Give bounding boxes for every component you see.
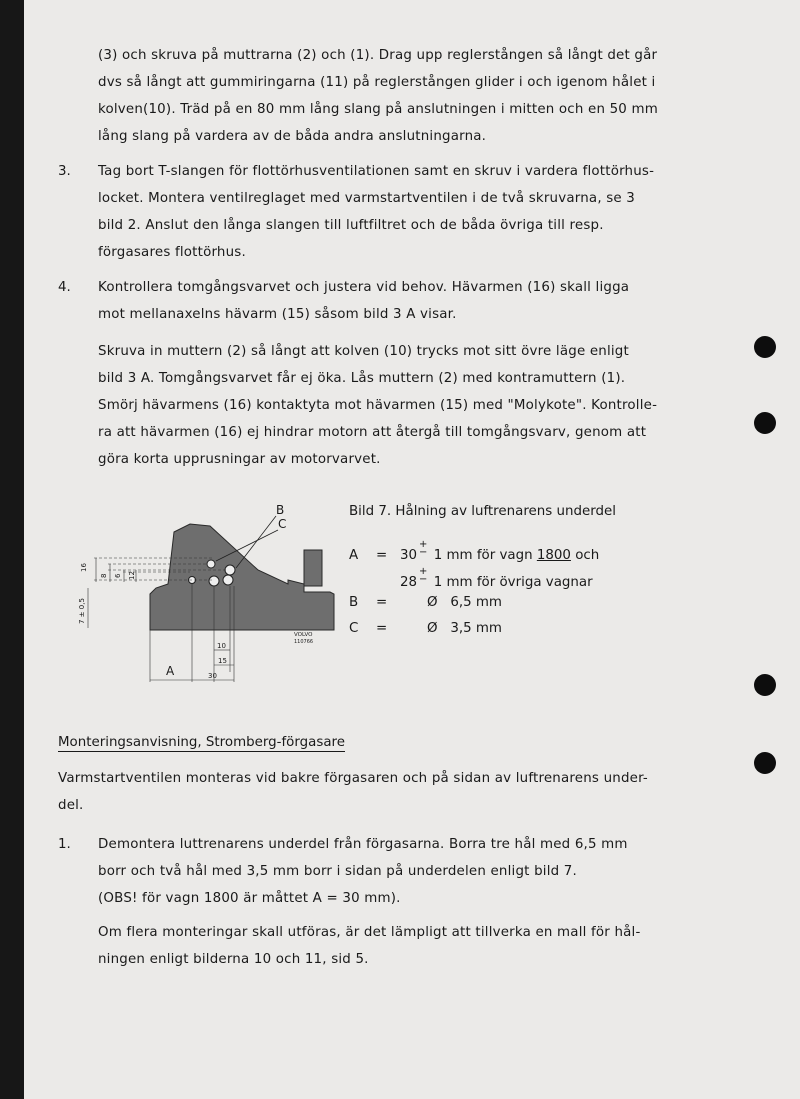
section-intro [58,765,648,819]
dim-label: 7 ± 0,5 [78,598,86,624]
section-step-1-extra [98,919,641,973]
section-step-1-text [98,831,628,912]
page-left-edge [0,0,24,1099]
spec-row [349,621,502,636]
stamp-text: VOLVO [294,632,313,638]
spec-underlined: 1800 [536,548,571,563]
text-line: Skruva in muttern (2) så långt att kolven (10) trycks mot sitt övre läge enligt [98,344,629,359]
spec-value: Ø [427,595,438,610]
part-boss [304,550,322,586]
spec-row [349,595,502,610]
label-b: B [276,503,285,517]
spec-key: C [349,621,359,636]
spec-row [349,541,599,563]
text-line: del. [58,798,84,813]
section-heading: Monteringsanvisning, Stromberg-förgasare [58,735,345,750]
step-number: 3. [58,164,71,179]
text-line: (3) och skruva på muttrarna (2) och (1). Drag upp reglerstången så långt det går [98,48,658,63]
text-line: förgasares flottörhus. [98,245,246,260]
text-line: Demontera luttrenarens underdel från förgasarna. Borra tre hål med 6,5 mm [98,837,628,852]
text-line: göra korta upprusningar av motorvarvet. [98,452,381,467]
hole-c [207,560,215,568]
text-line: (OBS! för vagn 1800 är måttet A = 30 mm). [98,891,401,906]
punch-hole [754,752,776,774]
text-line: Tag bort T-slangen för flottörhusventilationen samt en skruv i vardera flottörhus- [98,164,655,179]
step-3-text [98,158,654,266]
text-line: Kontrollera tomgångsvarvet och justera vid behov. Hävarmen (16) skall ligga [98,280,630,295]
spec-key: A [349,548,359,563]
hole-b [225,565,235,575]
punch-hole [754,336,776,358]
plus-minus-sign: + − [419,539,428,558]
spec-eq: = [376,621,388,636]
dim-label: 16 [80,563,88,572]
paragraph-continued [98,42,658,150]
hole-b [209,576,219,586]
punch-hole [754,412,776,434]
text-line: ra att hävarmen (16) ej hindrar motorn att återgå till tomgångsvarv, genom att [98,425,647,440]
text-line: bild 2. Anslut den långa slangen till luftfiltret och de båda övriga till resp. [98,218,604,233]
step-number: 4. [58,280,71,295]
spec-row [349,568,593,590]
spec-value: 30 [400,548,418,563]
spec-text: 1 mm för vagn [429,548,537,563]
text-line: mot mellanaxelns hävarm (15) såsom bild 3 A visar. [98,307,457,322]
dim-label: 10 [217,642,226,650]
text-line: dvs så långt att gummiringarna (11) på reglerstången glider i och igenom hålet i [98,75,656,90]
punch-hole [754,674,776,696]
text-line: borr och två hål med 3,5 mm borr i sidan på underdelen enligt bild 7. [98,864,577,879]
spec-text: 6,5 mm [437,595,502,610]
dim-label: 30 [208,672,217,680]
spec-text: 1 mm för övriga vagnar [429,575,593,590]
technical-drawing [78,498,348,688]
spec-eq: = [376,595,388,610]
text-line: Om flera monteringar skall utföras, är det lämpligt att tillverka en mall för hål- [98,925,641,940]
step-4-extra-text [98,338,657,473]
dim-label: 15 [218,657,227,665]
spec-text: och [570,548,600,563]
text-line: locket. Montera ventilreglaget med varmstartventilen i de två skruvarna, se 3 [98,191,636,206]
spec-value: 28 [400,575,418,590]
step-4-text [98,274,629,328]
step-number: 1. [58,837,71,852]
text-line: Varmstartventilen monteras vid bakre förgasaren och på sidan av luftrenarens under- [58,771,648,786]
spec-key: B [349,595,359,610]
dim-label: 6 [114,573,122,578]
text-line: Smörj hävarmens (16) kontaktyta mot hävarmen (15) med "Molykote". Kontrolle- [98,398,658,413]
spec-value: Ø [427,621,438,636]
label-c: C [278,517,287,531]
text-line: bild 3 A. Tomgångsvarvet får ej öka. Lås muttern (2) med kontramuttern (1). [98,371,626,386]
figure-caption: Bild 7. Hålning av luftrenarens underdel [349,504,616,519]
spec-text: 3,5 mm [437,621,502,636]
dim-label: 12 [128,571,136,580]
text-line: ningen enligt bilderna 10 och 11, sid 5. [98,952,369,967]
dim-label: A [166,664,175,678]
text-line: lång slang på vardera av de båda andra anslutningarna. [98,129,487,144]
spec-eq: = [376,548,388,563]
dim-label: 8 [100,573,108,578]
plus-minus-sign: + − [419,566,428,585]
text-line: kolven(10). Träd på en 80 mm lång slang på anslutningen i mitten och en 50 mm [98,102,658,117]
stamp-text: 110766 [294,639,314,645]
hole-b [223,575,233,585]
